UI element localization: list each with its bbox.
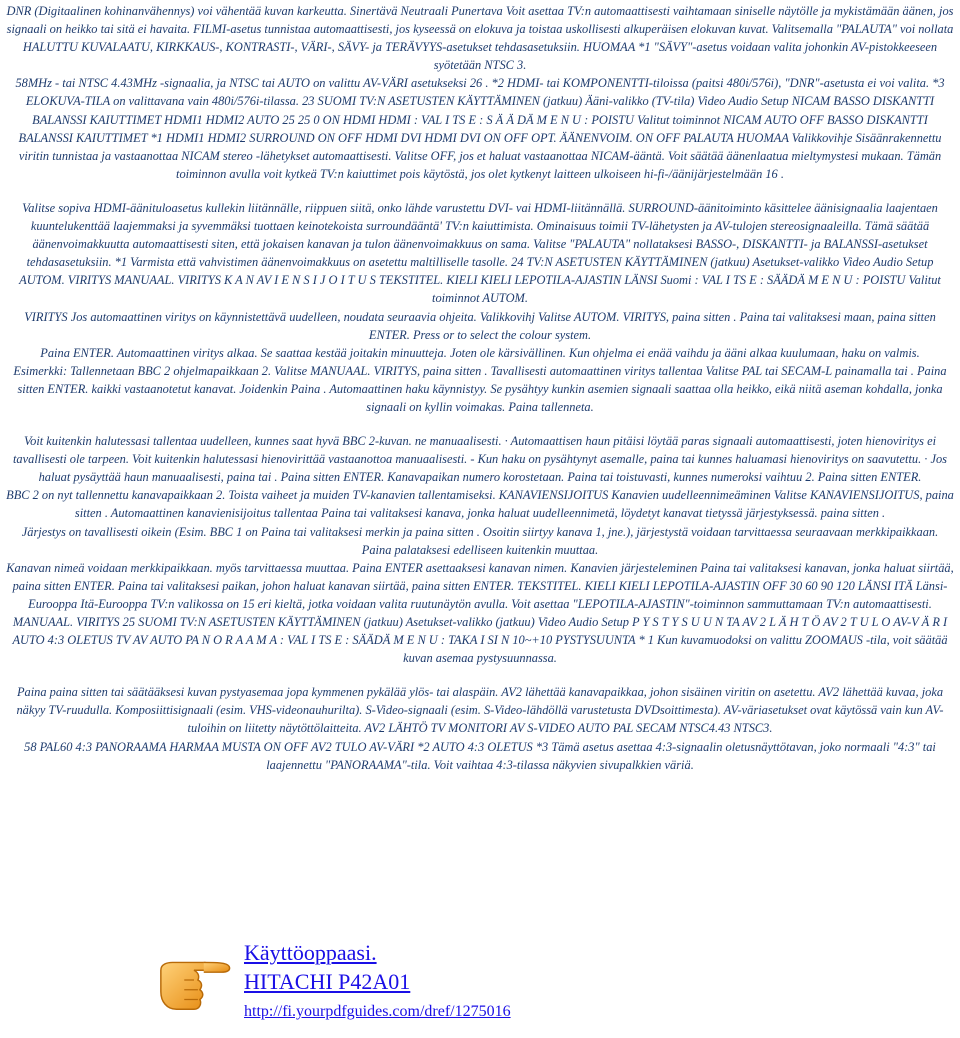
paragraph: Valitse sopiva HDMI-äänituloasetus kullekin liitännälle, riippuen siitä, onko lähde varustettu DVI- vai HDMI-liitännällä. SURROUND-äänitoiminto käsittelee äänisignaalia laajentaen kuuntelukenttää laajemmaksi ja syvemmäksi tuottaen keinotekoista surroundääntä' TV:n kaiuttimista. Ominaisuus toimii TV-lähetysten ja AV-tulojen stereosignaaleilla. Tämä säätää äänenvoimakkuutta automaattisesti siten, että jokaisen kanavan ja tulon äänenvoimakkuus on sama. Valitse "PALAUTA" nollataksesi BASSO-, DISKANTTI- ja BALANSSI-asetukset tehdasasetuksiin. *1 Varmista että vahvistimen äänenvoimakkuus on asetettu maltilliselle tasolle. 24 TV:N ASETUSTEN KÄYTTÄMINEN (jatkuu) Asetukset-valikko Video Audio Setup AUTOM. VIRITYS MANUAAL. VIRITYS K A N AV I E N S I J O I T U S TEKSTITEL. KIELI KIELI LEPOTILA-AJASTIN LÄNSI Suomi : VAL I TS E : SÄÄDÄ M E N U : POISTU Valitut toiminnot AUTOM.	[19, 200, 941, 306]
paragraph: Järjestys on tavallisesti oikein (Esim. BBC 1 on Paina tai valitaksesi merkin ja paina sitten . Osoitin siirtyy kanava 1, jne.), järjestystä voidaan tarvittaessa seuraavaan merkkipaikkaan. Paina palataksesi edelliseen kuitenkin muuttaa.	[21, 524, 939, 557]
url-link[interactable]: http://fi.yourpdfguides.com/dref/1275016	[244, 1003, 511, 1020]
paragraph-gap	[6, 667, 954, 683]
paragraph: Paina paina sitten tai säätääksesi kuvan pystyasemaa jopa kymmenen pykälää ylös- tai alaspäin. AV2 lähettää kanavapaikkaa, johon sisäinen viritin on asetettu. AV2 lähettää kuvaa, joka näkyy TV-ruudulla. Komposiittisignaali (esim. VHS-videonauhurilta). S-Video-signaali (esim. S-Video-lähdöllä varustetusta DVDsoittimesta). AV-väriasetukset ovat käytössä vain kun AV-tuloihin on liitetty näytöttölaitteita. AV2 LÄHTÖ TV MONITORI AV S-VIDEO AUTO PAL SECAM NTSC4.43 NTSC3.	[16, 685, 944, 736]
paragraph-gap	[6, 416, 954, 432]
link-group	[244, 938, 511, 1022]
paragraph: 58 PAL60 4:3 PANORAAMA HARMAA MUSTA ON OFF AV2 TULO AV-VÄRI *2 AUTO 4:3 OLETUS *3 Tämä asetus asettaa 4:3-signaalin oletusnäyttötavan, joko normaali "4:3" tai laajennettu "PANORAAMA"-tila. Voit vaihtaa 4:3-tilassa näkyvien sivupalkkien väriä.	[24, 739, 936, 772]
paragraph: VIRITYS Jos automaattinen viritys on käynnistettävä uudelleen, noudata seuraavia ohjeita. Valikkovihj Valitse AUTOM. VIRITYS, paina sitten . Paina tai valitaksesi maan, paina sitten ENTER. Press or to select the colour system.	[24, 309, 936, 342]
footer-links	[155, 938, 675, 1038]
pointing-hand-icon	[155, 940, 233, 1020]
paragraph-gap	[6, 183, 954, 199]
manual-link[interactable]: Käyttöoppaasi.	[244, 940, 377, 965]
paragraph: DNR (Digitaalinen kohinanvähennys) voi vähentää kuvan karkeutta. Sinertävä Neutraali Punertava Voit asettaa TV:n automaattisesti vaihtamaan siniselle näytölle ja mykistämään äänen, jos signaali on heikko tai sitä ei havaita. FILMI-asetus tunnistaa automaattisesti, jos kyseessä on elokuva ja toistaa uskollisesti alkuperäisen elokuvan kuvat. Valitsemalla "PALAUTA" voi nollata HALUTTU KUVALAATU, KIRKKAUS-, KONTRASTI-, VÄRI-, SÄVY- ja TERÄVYYS-asetukset tehdasasetuksiin. HUOMAA *1 "SÄVY"-asetus voidaan valita johonkin AV-pistokkeeseen syötetään NTSC 3.	[6, 4, 954, 73]
paragraph: BBC 2 on nyt tallennettu kanavapaikkaan 2. Toista vaiheet ja muiden TV-kanavien tallentamiseksi. KANAVIENSIJOITUS Kanavien uudelleennimeäminen Valitse KANAVIENSIJOITUS, paina sitten . Automaattinen kanavienisijoitus tallentaa Paina tai valitaksesi kanava, jonka haluat uudelleennimetä, löydetyt kanavat tietyssä järjestyksessä. paina sitten .	[6, 488, 954, 521]
paragraph: Paina ENTER. Automaattinen viritys alkaa. Se saattaa kestää joitakin minuutteja. Joten ole kärsivällinen. Kun ohjelma ei enää vaihdu ja ääni alkaa kuulumaan, haku on valmis.	[40, 345, 920, 360]
document-body	[6, 2, 954, 774]
paragraph: Esimerkki: Tallennetaan BBC 2 ohjelmapaikkaan 2. Valitse MANUAAL. VIRITYS, paina sitten . Tavallisesti automaattinen viritys tallentaa Valitse PAL tai SECAM-L painamalla tai . Paina sitten ENTER. kaikki vastaanotetut kanavat. Joidenkin Paina . Automaattinen haku käynnistyy. Se pysähtyy kunkin asemien signaali saattaa olla heikko, eikä niitä aseman kohdalla, jonka signaali on kyllin voimakas. Paina tallenneta.	[13, 363, 947, 414]
paragraph: Voit kuitenkin halutessasi tallentaa uudelleen, kunnes saat hyvä BBC 2-kuvan. ne manuaalisesti. · Automaattisen haun pitäisi löytää paras signaali automaattisesti, joten hienoviritys ei tavallisesti ole tarpeen. Voit kuitenkin halutessasi hienovirittää vastaanottoa manuaalisesti. - Kun haku on pysähtynyt asemalle, paina tai kunnes haluamasi hienoviritys on saavutettu. · Jos haluat pysäyttää haun manuaalisesti, paina tai . Paina sitten ENTER. Kanavapaikan numero korostetaan. Paina tai toistuvasti, kunnes numeroksi vaihtuu 2. Paina sitten ENTER.	[12, 434, 947, 485]
model-link[interactable]: HITACHI P42A01	[244, 969, 411, 994]
paragraph: 58MHz - tai NTSC 4.43MHz -signaalia, ja NTSC tai AUTO on valittu AV-VÄRI asetukseksi 26 . *2 HDMI- tai KOMPONENTTI-tiloissa (paitsi 480i/576i), "DNR"-asetusta ei voi valita. *3 ELOKUVA-TILA on valittavana vain 480i/576i-tilassa. 23 SUOMI TV:N ASETUSTEN KÄYTTÄMINEN (jatkuu) Ääni-valikko (TV-tila) Video Audio Setup NICAM BASSO DISKANTTI BALANSSI KAIUTTIMET HDMI1 HDMI2 AUTO 25 25 0 ON HDMI HDMI : VAL I TS E : S Ä Ä DÄ M E N U : POISTU Valitut toiminnot NICAM AUTO OFF BASSO DISKANTTI BALANSSI KAIUTTIMET *1 HDMI1 HDMI2 SURROUND ON OFF HDMI DVI HDMI DVI ON OFF OPT. ÄÄNENVOIM. ON OFF PALAUTA HUOMAA Valikkovihje Sisäänrakennettu viritin tunnistaa ja vastaanottaa NICAM stereo -lähetykset automaattisesti. Valitse OFF, jos et haluat vastaanottaa NICAM-ääntä. Voit säätää äänenlaatua mieltymystesi mukaan. Tämän toiminnon avulla voit kytkeä TV:n kaiuttimet pois käytöstä, jos olet kytkenyt laitteen ulkoiseen hi-fi-/äänijärjestelmään 16 .	[15, 76, 945, 181]
paragraph: Kanavan nimeä voidaan merkkipaikkaan. myös tarvittaessa muuttaa. Paina ENTER asettaaksesi kanavan nimen. Kanavien järjesteleminen Paina tai valitaksesi kanavan, jonka haluat siirtää, paina sitten ENTER. Paina tai valitaksesi paikan, johon haluat kanavan siirtää, paina sitten ENTER. TEKSTITEL. KIELI KIELI LEPOTILA-AJASTIN OFF 30 60 90 120 LÄNSI ITÄ Länsi-Eurooppa Itä-Eurooppa TV:n valikossa on 15 eri kieltä, jotka voidaan valita ruutunäytön avulla. Voit asettaa "LEPOTILA-AJASTIN"-toiminnon sammuttamaan TV:n automaattisesti. MANUAAL. VIRITYS 25 SUOMI TV:N ASETUSTEN KÄYTTÄMINEN (jatkuu) Asetukset-valikko (jatkuu) Video Audio Setup P Y S T Y S U U N TA AV 2 L Ä H T Ö AV 2 T U L O AV-V Ä R I AUTO 4:3 OLETUS TV AV AUTO PA N O R A A M A : VAL I TS E : SÄÄDÄ M E N U : TAKA I SI N 10~+10 PYSTYSUUNTA * 1 Kun kuvamuodoksi on valittu ZOOMAUS -tila, voit säätää kuvan asemaa pystysuunnassa.	[6, 560, 954, 666]
